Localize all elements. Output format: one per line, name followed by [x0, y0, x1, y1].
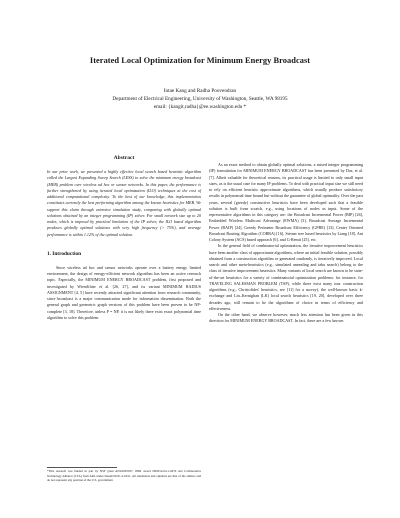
left-column	[47, 155, 201, 321]
abstract-heading: Abstract	[113, 155, 135, 161]
abstract-text: In our prior work, we presented a highly effective local search based heuristic algorithm called the Largest Expanding Sweep Search (LESS) to solve the minimum energy broadcast (MEB) problem over wireless ad hoc or sensor networks. In this paper, the performance is further strengthened by using iterated local optimization (ILO) techniques at the cost of additional computational complexity. To the best of our knowledge, this implementation constitutes currently the best performing algorithm among the known heuristics for MEB. We support this claim through extensive simulation study, comparing with globally optimal solutions obtained by an integer programming (IP) solver. For small network size up to 20 nodes, which is imposed by practical limitation of the IP solver, the ILO based algorithm produces globally optimal solutions with very high frequency (> 75%), and average performance is within 1.12% of the optimal solution.	[47, 169, 201, 237]
funding-footnote: *This research was funded in part by NSF grant ANI-0093187, ONR award N00014-04-1-0479 and Collaborative Technology Alliance (CTA) from ARL under DAAD19-01-2-0011. All statements and opinions are that of the authors and do not represent any position of the U.S. government.	[47, 469, 201, 482]
affiliation: Department of Electrical Engineering, University of Washington, Seattle, WA 98195	[112, 95, 288, 102]
author-email: email: {kangit,radha}@ee.washington.edu *	[153, 103, 247, 110]
author-block	[0, 88, 400, 112]
intro-paragraph-1: Since wireless ad hoc and sensor networks operate over a battery energy limited environment, the design of energy-efficient network algorithm has been an active research topic. Especially, the MINIMUM ENERGY BROADCAST problem, first proposed and investigated by Wieselthier et al. [26, 27], and its variant MINIMUM RADIUS ASSIGNMENT [4, 5] have recently attracted significant attention from research community, since broadcast is a major communication mode for information dissemination. Both the general graph and geometric graph versions of this problem have been proven to be NP-complete [3, 18]. Therefore, unless P = NP, it is not likely there exist exact polynomial time algorithm to solve this problem.	[47, 264, 201, 320]
right-column	[209, 162, 363, 325]
section-heading-introduction: 1. Introduction	[47, 250, 82, 257]
right-paragraph-3: On the other hand, we observe however, much less attention has been given in this direction for MINIMUM ENERGY BROADCAST. In fact, there are a few known	[209, 312, 363, 324]
author-names: Intae Kang and Radha Poovendran	[163, 88, 237, 94]
paper-title: Iterated Local Optimization for Minimum Energy Broadcast	[89, 56, 311, 65]
footnote-divider	[47, 467, 117, 468]
right-paragraph-2: In the general field of combinatorial optimization, the iterative improvement heuristics have been another class of approximate algorithms, where an initial feasible solution, possibly obtained from a construction algorithm or generated randomly, is iteratively improved. Local search and other meta-heuristics (e.g., simulated annealing and tabu search) belong to the class of iterative improvement heuristics. Many variants of local search are known to be state-of-the-art heuristics for a variety of combinatorial optimization problems: for instance, for TRAVELING SALESMAN PROBLEM (TSP), while there exist many tour construction algorithms (e.g., Christofides' heuristics, see [11] for a survey), the well-known basic k-exchange and Lin–Kernighan (LK) local search heuristics [19, 20], developed over three decades ago, still remain to be the algorithms of choice in terms of efficiency and effectiveness.	[209, 243, 363, 311]
right-paragraph-1: As an exact method to obtain globally optimal solutions, a mixed integer programming (IP) formulation for MINIMUM ENERGY BROADCAST has been presented by Das, et al. [7]. Albeit valuable for theoretical reasons, its practical usage is limited to only small input sizes, as is the usual case for many IP problems. To deal with practical input size we still need to rely on efficient heuristic approximate algorithms, which usually produce satisfactory results in polynomial time bound but without the guarantee of global optimality. Over the past years, several (greedy) constructive heuristics have been developed such that a feasible solution is built from scratch, e.g., using locations of nodes as input. Some of the representative algorithms in this category are: the Broadcast Incremental Power (BIP) [26], Embedded Wireless Multicast Advantage (EWMA) [3], Broadcast Average Incremental Power (BAIP) [24], Greedy Perimeter Broadcast Efficiency (GPBE) [13], Center Oriented Broadcast Routing Algorithm (COBRA) [16], Steiner tree based heuristics by Liang [18], Ant Colony System (ACS) based approach [6], and G-Remit [25], etc.	[209, 162, 363, 242]
